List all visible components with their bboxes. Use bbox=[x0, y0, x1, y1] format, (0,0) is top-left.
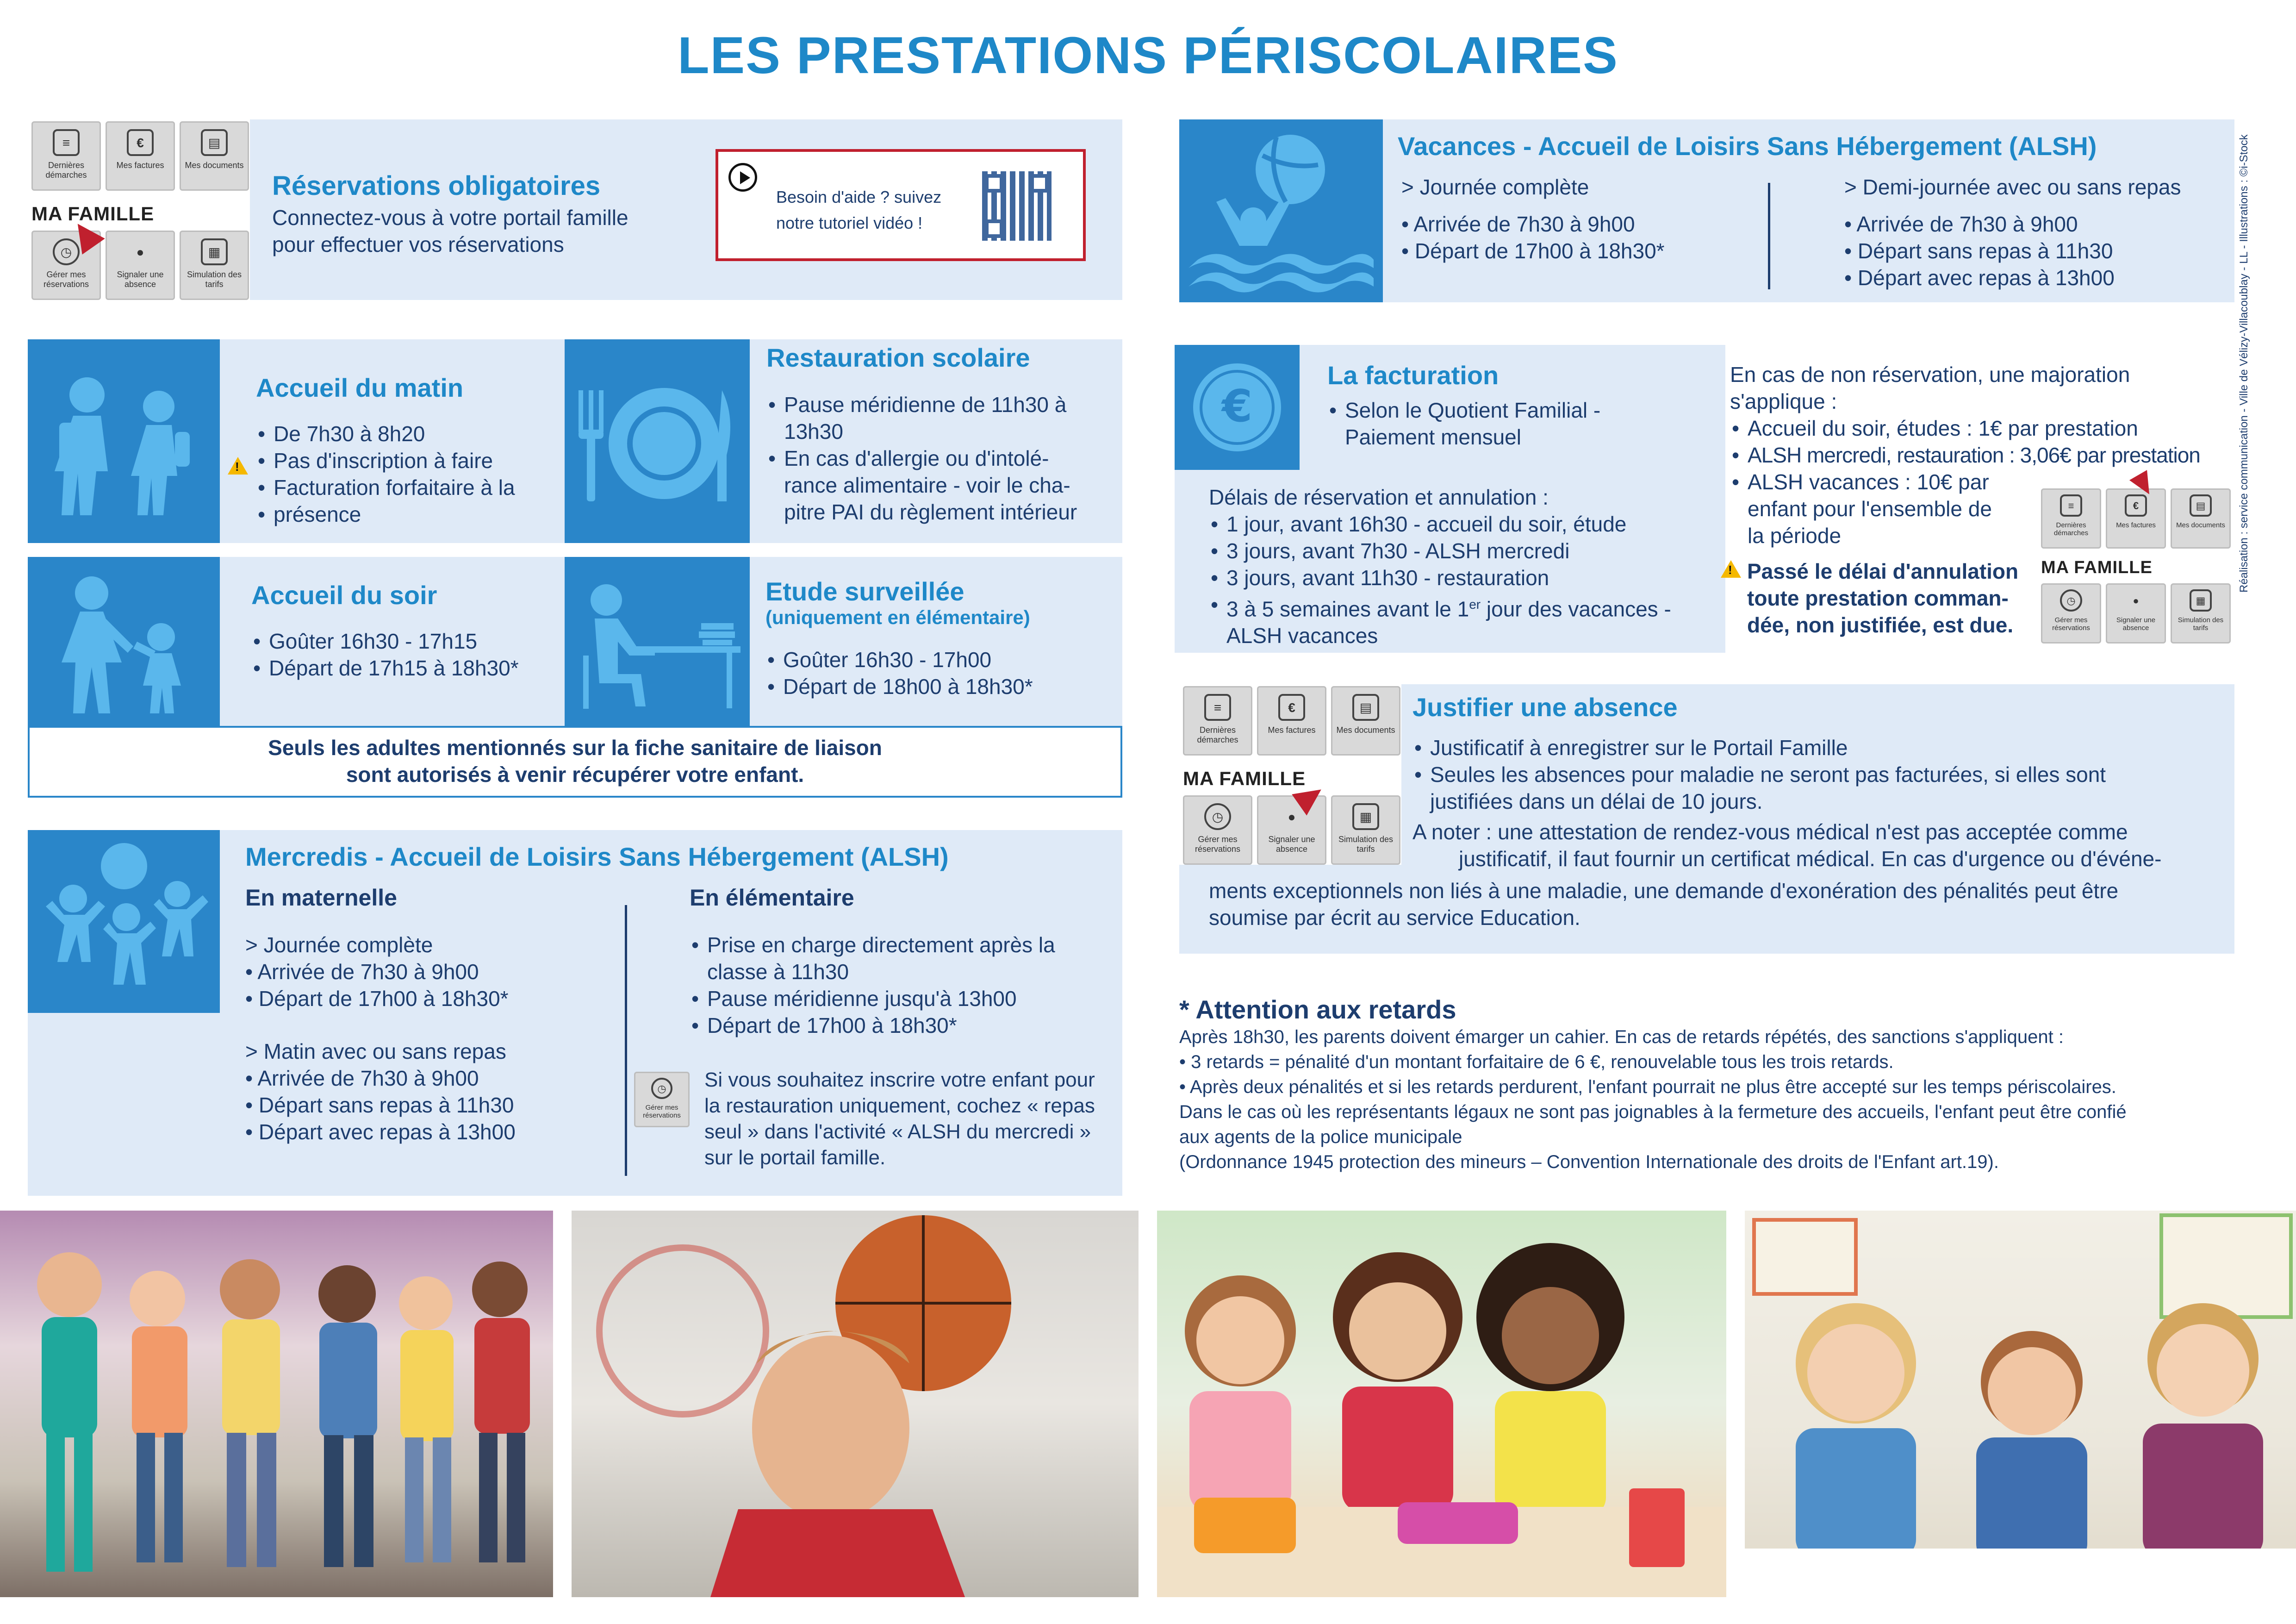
list-item: • Départ de 18h00 à 18h30* bbox=[765, 673, 1117, 700]
retards-title: * Attention aux retards bbox=[1179, 995, 1456, 1024]
tile-mes-factures[interactable] bbox=[2106, 488, 2166, 549]
tile-dernieres-demarches[interactable] bbox=[31, 121, 101, 191]
parent-child-icon bbox=[41, 568, 207, 716]
restauration-text bbox=[766, 343, 1118, 525]
vacances-title: Vacances - Accueil de Loisirs Sans Hébergement (ALSH) bbox=[1398, 131, 2097, 161]
tile-label: Mes factures bbox=[1268, 725, 1316, 735]
tile-gerer-reservations[interactable] bbox=[2041, 583, 2101, 643]
restauration-icon-block bbox=[565, 339, 750, 543]
tile-label: Simulation des tarifs bbox=[1338, 835, 1394, 854]
tile-mes-factures[interactable] bbox=[1257, 686, 1326, 756]
restauration-list bbox=[766, 391, 1118, 525]
tile-dernieres-demarches[interactable] bbox=[2041, 488, 2101, 549]
student-desk-icon bbox=[569, 572, 745, 711]
accueil-matin-title: Accueil du matin bbox=[256, 373, 464, 402]
list-item: • Accueil du soir, études : 1€ par prestation bbox=[1730, 415, 2230, 442]
basketball-boy-illustration bbox=[572, 1211, 1139, 1597]
accueil-matin-icon-block bbox=[28, 339, 220, 543]
facturation-title-block bbox=[1327, 360, 1600, 450]
accueil-soir-text bbox=[251, 580, 557, 681]
list-item: • Prise en charge directement après la classe à 11h30 bbox=[690, 931, 1115, 985]
help-text: Besoin d'aide ? suivez notre tutoriel vidéo ! bbox=[776, 187, 942, 232]
tile-mes-factures[interactable] bbox=[106, 121, 175, 191]
vacances-icon-block bbox=[1179, 119, 1383, 302]
person-icon: ● bbox=[2133, 594, 2139, 606]
facturation-icon-block bbox=[1175, 345, 1300, 470]
tile-signaler-absence[interactable] bbox=[106, 231, 175, 300]
tile-label: Signaler une absence bbox=[117, 270, 164, 289]
calculator-icon: ▦ bbox=[201, 238, 228, 265]
swimmer-ball-icon bbox=[1188, 128, 1374, 294]
vacances-col2: > Demi-journée avec ou sans repas • Arrivée de 7h30 à 9h00 • Départ sans repas à 11h30 • Départ avec repas à 13h00 bbox=[1844, 175, 2181, 290]
list-item: • ALSH vacances : 10€ par enfant pour l'ensemble de la période bbox=[1730, 468, 2230, 549]
elementaire-heading: En élémentaire bbox=[690, 885, 854, 911]
folder-icon: ▤ bbox=[1352, 694, 1379, 721]
tile-signaler-absence[interactable] bbox=[2106, 583, 2166, 643]
delais-heading: Délais de réservation et annulation : bbox=[1209, 485, 1549, 509]
list-item: • Goûter 16h30 - 17h15 bbox=[251, 628, 557, 655]
document-icon: ≡ bbox=[2060, 494, 2082, 517]
vacances-divider bbox=[1768, 183, 1770, 289]
list-item: • Facturation forfaitaire à la bbox=[256, 474, 552, 501]
clock-icon: ◷ bbox=[53, 238, 80, 265]
ma-famille-label: MA FAMILLE bbox=[1183, 768, 1306, 789]
accueil-soir-list bbox=[251, 628, 557, 681]
tile-label: Signaler une absence bbox=[1268, 835, 1315, 854]
mercredis-title: Mercredis - Accueil de Loisirs Sans Hébergement (ALSH) bbox=[245, 842, 949, 871]
tile-label: Dernières démarches bbox=[45, 161, 87, 180]
tile-gerer-reservations[interactable] bbox=[634, 1072, 690, 1127]
list-item: • Pause méridienne de 11h30 à 13h30 bbox=[766, 391, 1118, 445]
children-eating-illustration bbox=[1157, 1211, 1726, 1597]
absence-title: Justifier une absence bbox=[1412, 693, 1678, 722]
portal-tiles-facturation bbox=[2041, 484, 2235, 650]
plate-cutlery-icon bbox=[569, 372, 745, 511]
tile-label: Mes documents bbox=[2176, 521, 2225, 529]
tile-label: Gérer mes réservations bbox=[1195, 835, 1241, 854]
list-item: • 1 jour, avant 16h30 - accueil du soir, étude bbox=[1209, 511, 1671, 537]
elementaire-list bbox=[690, 931, 1115, 1039]
maternelle-heading: En maternelle bbox=[245, 885, 397, 911]
accueil-soir-title: Accueil du soir bbox=[251, 581, 437, 610]
calculator-icon: ▦ bbox=[2190, 589, 2212, 612]
tile-mes-documents[interactable] bbox=[2171, 488, 2231, 549]
tile-label: Gérer mes réservations bbox=[43, 270, 89, 289]
calculator-icon: ▦ bbox=[1352, 803, 1379, 830]
list-item: • Selon le Quotient Familial - Paiement mensuel bbox=[1327, 397, 1600, 450]
list-item: • Justificatif à enregistrer sur le Portail Famille bbox=[1412, 734, 2227, 761]
list-item: • Départ de 17h00 à 18h30* bbox=[690, 1012, 1115, 1039]
absence-note-head: A noter : une attestation de rendez-vous médical n'est pas acceptée comme justificatif, il faut fournir un certificat médical. En cas d'urgence ou d'événe- bbox=[1412, 820, 2162, 871]
photo-children-eating bbox=[1157, 1211, 1726, 1597]
majoration-block: En cas de non réservation, une majoration s'applique : • Accueil du soir, études : 1€ par prestation • ALSH mercredi, restauration : 3,06€ par prestation • ALSH vacances : 10€ par enfant pour l'ensemble de la période bbox=[1730, 361, 2230, 549]
etude-subtitle: (uniquement en élémentaire) bbox=[765, 606, 1030, 628]
facturation-title: La facturation bbox=[1327, 361, 1499, 390]
facturation-list bbox=[1327, 397, 1600, 450]
elementaire-note: Si vous souhaitez inscrire votre enfant pour la restauration uniquement, cochez « repas seul » dans l'activité « ALSH du mercredi » sur le portail famille. bbox=[704, 1068, 1095, 1169]
photo-basketball-boy bbox=[572, 1211, 1139, 1597]
absence-list bbox=[1412, 734, 2227, 815]
photo-children-walking bbox=[0, 1211, 553, 1597]
clock-icon: ◷ bbox=[651, 1078, 672, 1099]
tile-simulation-tarifs[interactable] bbox=[1331, 795, 1400, 865]
mercredis-icon-block bbox=[28, 830, 220, 1013]
document-icon: ≡ bbox=[53, 129, 80, 156]
tile-simulation-tarifs[interactable] bbox=[2171, 583, 2231, 643]
euro-icon: € bbox=[1278, 694, 1305, 721]
etude-icon-block bbox=[565, 557, 750, 726]
list-item: • Pas d'inscription à faire bbox=[256, 447, 552, 474]
list-item: • 3 jours, avant 7h30 - ALSH mercredi bbox=[1209, 537, 1671, 564]
tile-label: Mes documents bbox=[1336, 725, 1395, 735]
reservations-text bbox=[272, 170, 689, 258]
tile-label: Mes factures bbox=[2116, 521, 2156, 529]
list-item: • Goûter 16h30 - 17h00 bbox=[765, 646, 1117, 673]
list-item: • présence bbox=[256, 501, 552, 528]
tile-mes-documents[interactable] bbox=[180, 121, 249, 191]
accueil-matin-text bbox=[256, 373, 552, 528]
reservations-title: Réservations obligatoires bbox=[272, 171, 601, 201]
credit-line: Réalisation : service communication - Ville de Vélizy-Villacoublay - LL - Illustrations : ©i-Stock bbox=[2238, 134, 2250, 593]
play-icon[interactable] bbox=[728, 163, 757, 192]
tile-label: Dernières démarches bbox=[2053, 521, 2089, 537]
pickup-notice: Seuls les adultes mentionnés sur la fiche sanitaire de liaison sont autorisés à venir récupérer votre enfant. bbox=[28, 726, 1122, 798]
accueil-soir-icon-block bbox=[28, 557, 220, 726]
vacances-col1: > Journée complète • Arrivée de 7h30 à 9h00 • Départ de 17h00 à 18h30* bbox=[1401, 175, 1665, 263]
person-icon: ● bbox=[136, 244, 144, 259]
children-walking-illustration bbox=[0, 1211, 553, 1597]
delais-list bbox=[1209, 511, 1671, 649]
page-title: LES PRESTATIONS PÉRISCOLAIRES bbox=[678, 26, 1618, 84]
qr-code[interactable] bbox=[982, 171, 1052, 241]
tile-mes-documents[interactable] bbox=[1331, 686, 1400, 756]
restauration-title: Restauration scolaire bbox=[766, 343, 1030, 372]
list-item: • Départ de 17h15 à 18h30* bbox=[251, 655, 557, 681]
etude-title: Etude surveillée bbox=[765, 577, 964, 606]
absence-note-tail: ments exceptionnels non liés à une maladie, une demande d'exonération des pénalités peut être soumise par écrit au service Education. bbox=[1209, 879, 2119, 930]
etude-text bbox=[765, 576, 1117, 700]
ma-famille-label: MA FAMILLE bbox=[31, 203, 155, 225]
reservations-body: Connectez-vous à votre portail famille pour effectuer vos réservations bbox=[272, 206, 628, 256]
document-icon: ≡ bbox=[1204, 694, 1231, 721]
person-icon: ● bbox=[1288, 809, 1296, 824]
tile-label: Mes factures bbox=[116, 161, 164, 170]
tile-dernieres-demarches[interactable] bbox=[1183, 686, 1252, 756]
list-item: • En cas d'allergie ou d'intolé- rance alimentaire - voir le cha- pitre PAI du règlement intérieur bbox=[766, 445, 1118, 525]
children-drawing-illustration bbox=[1745, 1211, 2296, 1597]
svg-text:€: € bbox=[1221, 381, 1253, 432]
tile-label: Mes documents bbox=[185, 161, 244, 170]
list-item: • Pause méridienne jusqu'à 13h00 bbox=[690, 985, 1115, 1012]
clock-icon: ◷ bbox=[2060, 589, 2082, 612]
walking-children-icon bbox=[41, 362, 207, 520]
children-playing-icon bbox=[36, 838, 212, 1005]
clock-icon: ◷ bbox=[1204, 803, 1231, 830]
list-item: • 3 à 5 semaines avant le 1er jour des vacances - ALSH vacances bbox=[1209, 591, 1671, 649]
folder-icon: ▤ bbox=[2190, 494, 2212, 517]
mercredis-maternelle bbox=[245, 884, 616, 1145]
retards-block bbox=[1179, 994, 2244, 1174]
tile-label: Signaler une absence bbox=[2116, 616, 2156, 632]
tile-label: Simulation des tarifs bbox=[187, 270, 242, 289]
mercredis-elementaire bbox=[690, 884, 1115, 1039]
list-item: • De 7h30 à 8h20 bbox=[256, 420, 552, 447]
ma-famille-label: MA FAMILLE bbox=[2041, 558, 2153, 577]
photo-children-drawing bbox=[1745, 1211, 2296, 1597]
warning-icon bbox=[228, 457, 248, 475]
euro-icon: € bbox=[2125, 494, 2147, 517]
euro-icon: € bbox=[127, 129, 154, 156]
tile-gerer-reservations[interactable] bbox=[1183, 795, 1252, 865]
portal-tiles-reservations bbox=[28, 119, 250, 300]
absence-text bbox=[1412, 692, 2227, 872]
delais-block bbox=[1209, 484, 1671, 649]
tile-simulation-tarifs[interactable] bbox=[180, 231, 249, 300]
folder-icon: ▤ bbox=[201, 129, 228, 156]
tile-label: Gérer mes réservations bbox=[2052, 616, 2090, 632]
mercredis-divider bbox=[625, 905, 627, 1176]
help-tutorial-box[interactable] bbox=[716, 149, 1086, 261]
list-item: • Seules les absences pour maladie ne seront pas facturées, si elles sont justifiées dans un délai de 10 jours. bbox=[1412, 761, 2227, 815]
euro-coin-icon bbox=[1186, 356, 1288, 458]
maternelle-body: > Journée complète • Arrivée de 7h30 à 9h00 • Départ de 17h00 à 18h30* > Matin avec ou sans repas • Arrivée de 7h30 à 9h00 • Départ sans repas à 11h30 • Départ avec repas à 13h00 bbox=[245, 933, 516, 1144]
tile-label: Dernières démarches bbox=[1197, 725, 1238, 744]
facturation-warning: Passé le délai d'annulation toute prestation comman- dée, non justifiée, est due. bbox=[1747, 559, 2019, 637]
retards-body: Après 18h30, les parents doivent émarger un cahier. En cas de retards répétés, des sanctions s'appliquent : • 3 retards = pénalité d'un montant forfaitaire de 6 €, renouvelable tous les trois retards. • Après deux pénalités et si les retards perdurent, l'enfant pourrait ne plus être accepté sur les temps périscolaires. Dans le cas où les représentants légaux ne sont pas joignables à la fermeture des accueils, l'enfant peut être confié aux agents de la police municipale (Ordonnance 1945 protection des mineurs – Convention Internationale des droits de l'Enfant art.19). bbox=[1179, 1027, 2127, 1172]
list-item: • 3 jours, avant 11h30 - restauration bbox=[1209, 564, 1671, 591]
list-item: • ALSH mercredi, restauration : 3,06€ par prestation bbox=[1730, 442, 2230, 468]
warning-icon bbox=[1721, 560, 1741, 578]
tile-label: Gérer mes réservations bbox=[643, 1104, 681, 1119]
tile-label: Simulation des tarifs bbox=[2178, 616, 2224, 632]
accueil-matin-list bbox=[256, 420, 552, 528]
portal-tiles-absence bbox=[1179, 684, 1401, 865]
etude-list bbox=[765, 646, 1117, 700]
